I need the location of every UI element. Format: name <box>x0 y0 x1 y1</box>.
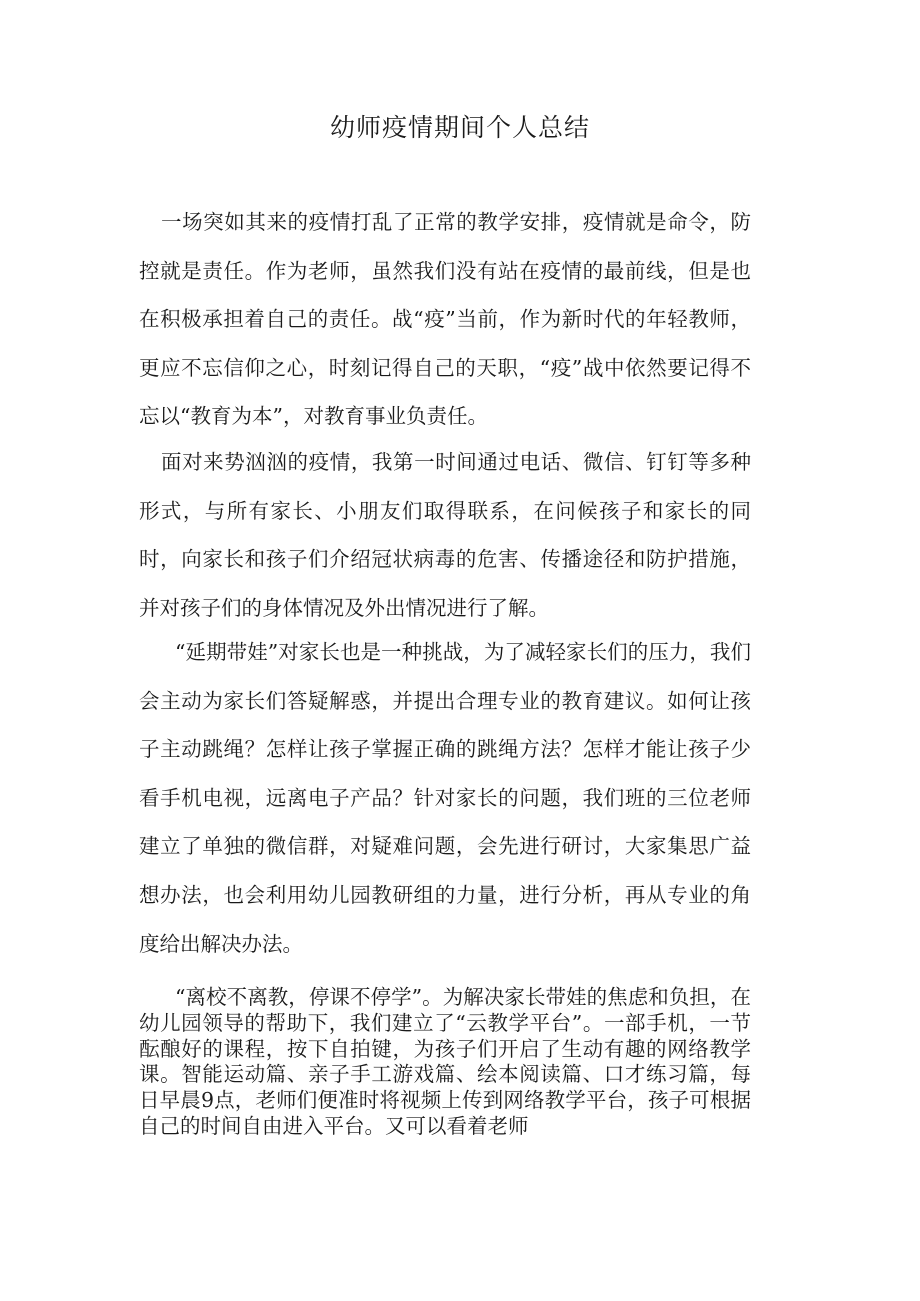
paragraph-3: “延期带娃”对家长也是一种挑战，为了减轻家长们的压力，我们会主动为家长们答疑解惑，并提出合理专业的教育建议。如何让孩子主动跳绳？怎样让孩子掌握正确的跳绳方法？怎样才能让孩子少看手机电视，远离电子产品？针对家长的问题，我们班的三位老师建立了单独的微信群，对疑难问题，会先进行研讨，大家集思广益想办法，也会利用幼儿园教研组的力量，进行分析，再从专业的角度给出解决办法。 <box>139 640 751 956</box>
paragraph-1: 一场突如其来的疫情打乱了正常的教学安排，疫情就是命令，防控就是责任。作为老师，虽然我们没有站在疫情的最前线，但是也在积极承担着自己的责任。战“疫”当前，作为新时代的年轻教师，更应不忘信仰之心，时刻记得自己的天职，“疫”战中依然要记得不忘以“教育为本”，对教育事业负责任。 <box>139 210 751 429</box>
paragraph-4: “离校不离教，停课不停学”。为解决家长带娃的焦虑和负担，在幼儿园领导的帮助下，我们建立了“云教学平台”。一部手机，一节酝酿好的课程，按下自拍键，为孩子们开启了生动有趣的网络教学课。智能运动篇、亲子手工游戏篇、绘本阅读篇、口才练习篇，每日早晨9点，老师们便准时将视频上传到网络教学平台，孩子可根据自己的时间自由进入平台。又可以看着老师 <box>139 985 751 1138</box>
document-title: 幼师疫情期间个人总结 <box>329 113 590 142</box>
paragraph-2: 面对来势汹汹的疫情，我第一时间通过电话、微信、钉钉等多种形式，与所有家长、小朋友们取得联系，在问候孩子和家长的同时，向家长和孩子们介绍冠状病毒的危害、传播途径和防护措施，并对孩子们的身体情况及外出情况进行了解。 <box>139 450 751 620</box>
